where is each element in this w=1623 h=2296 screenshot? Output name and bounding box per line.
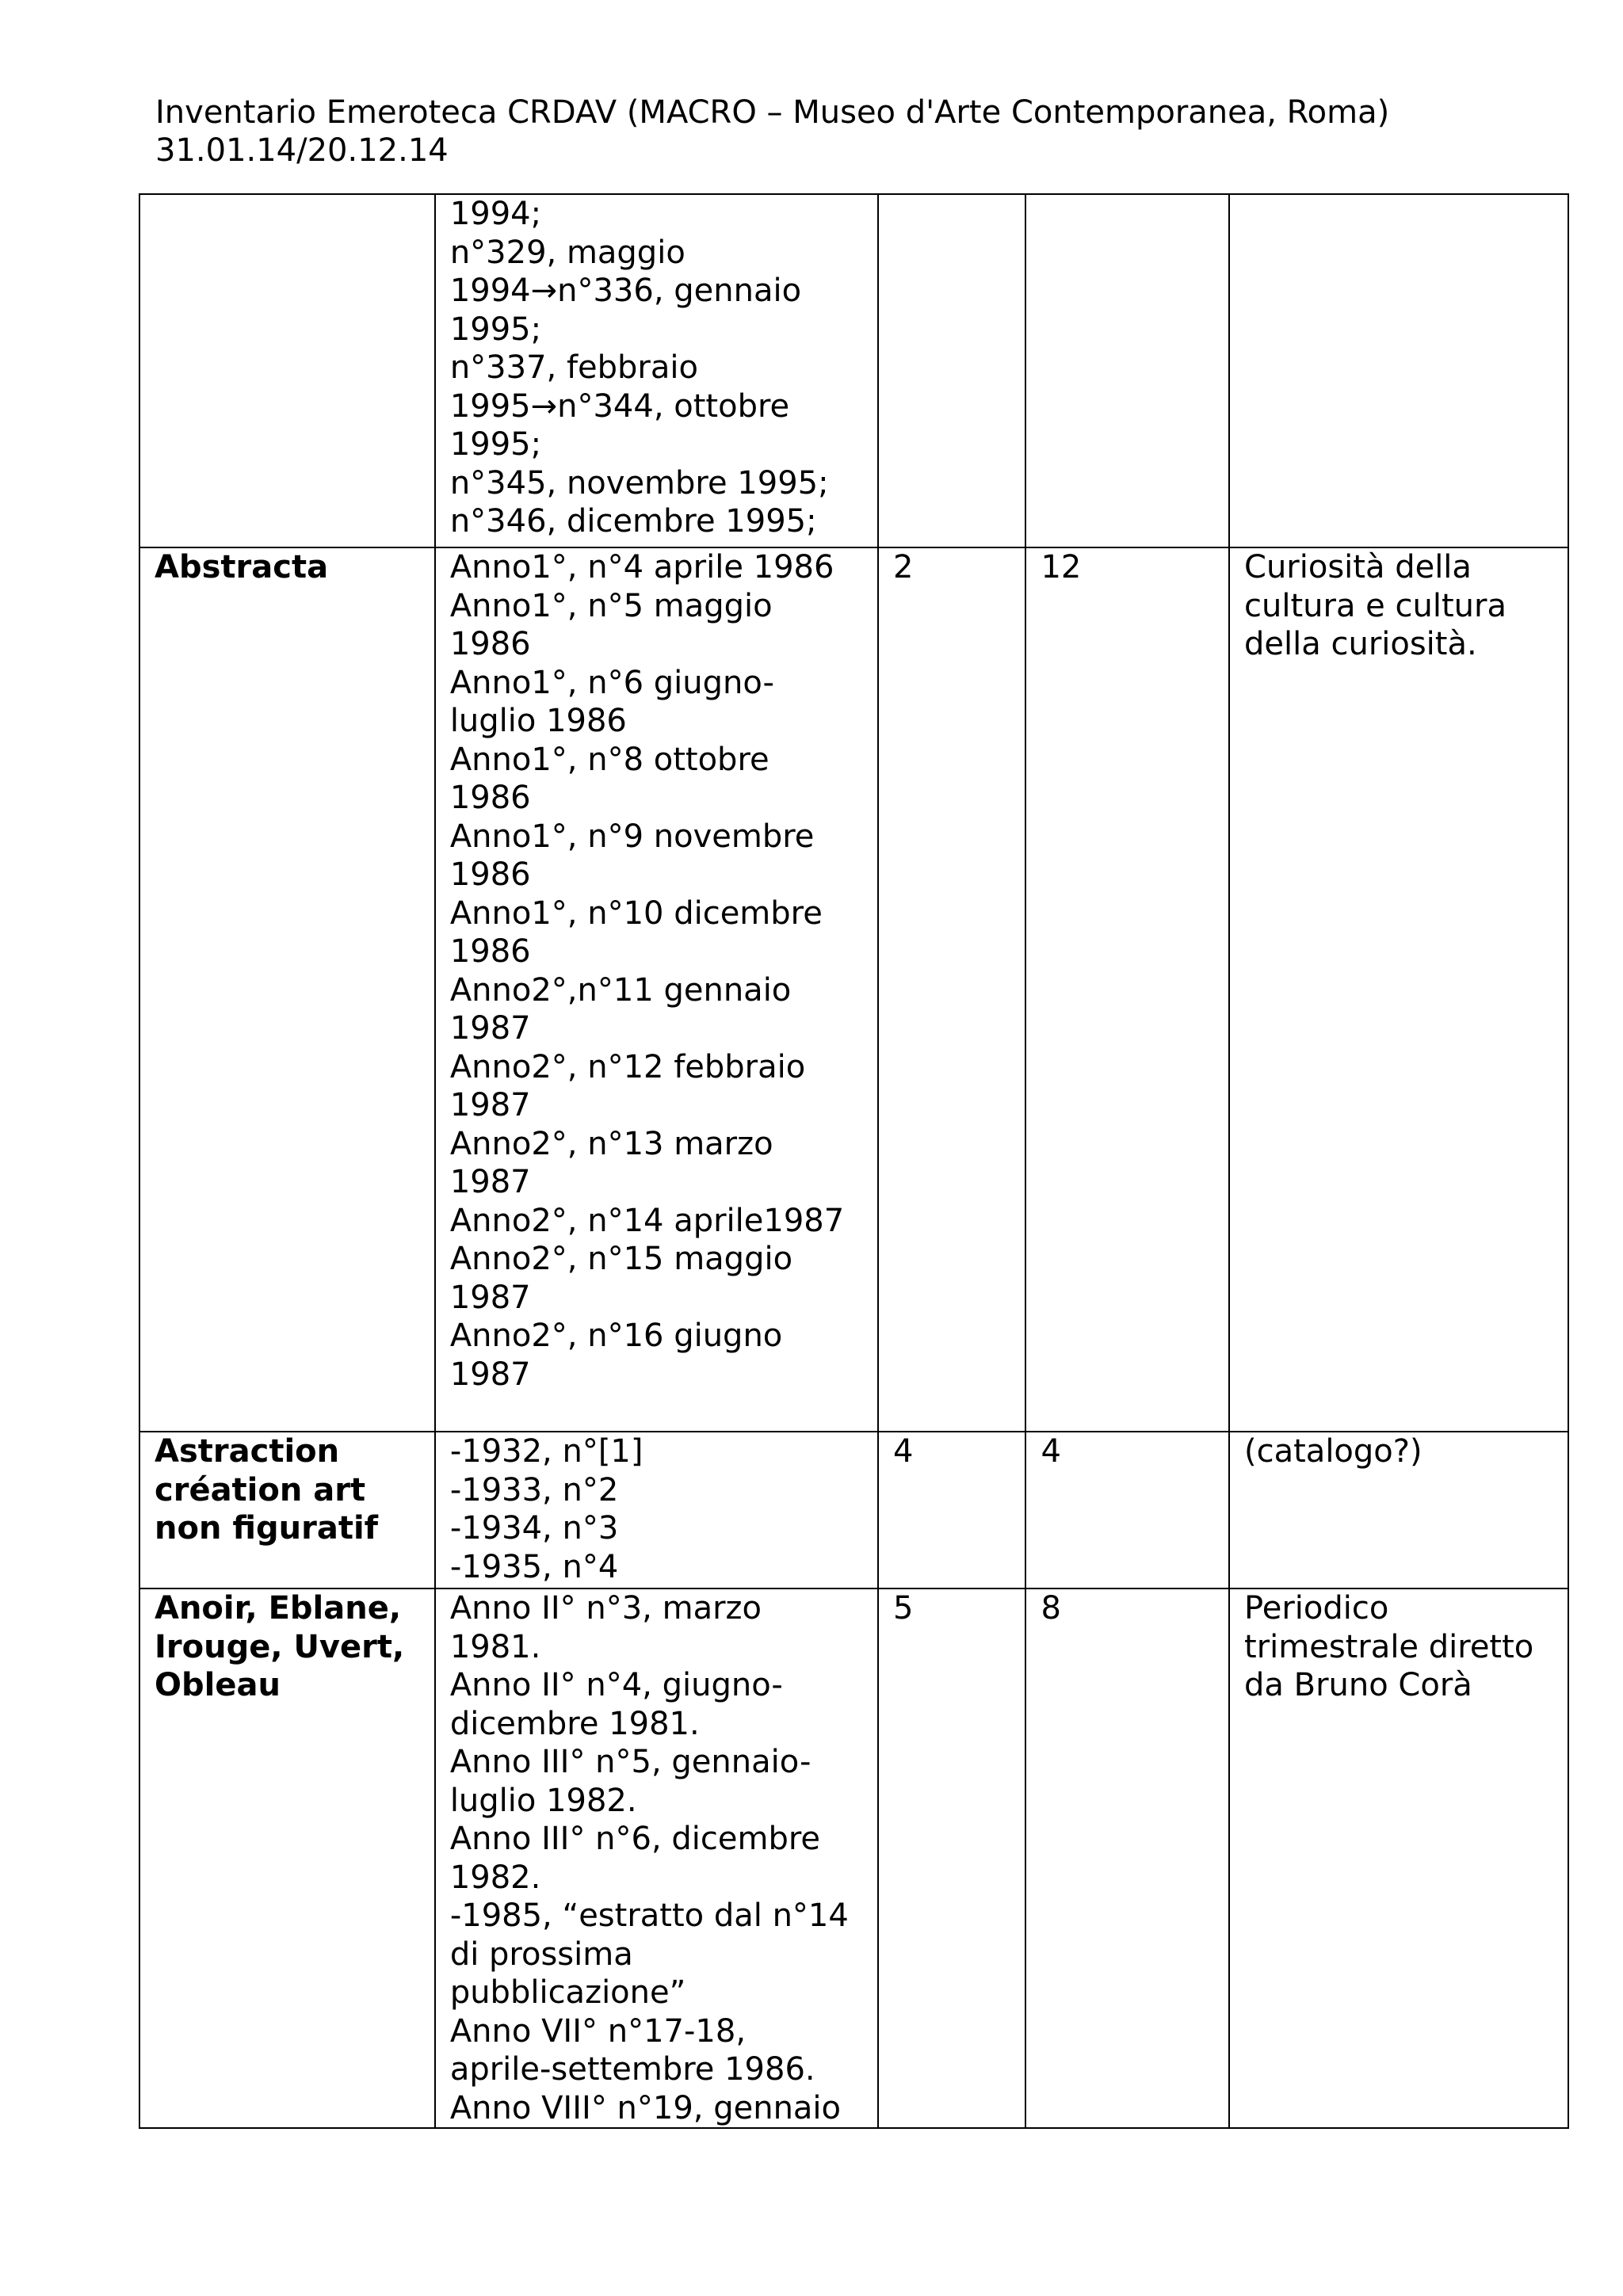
- header-title: Inventario Emeroteca CRDAV (MACRO – Museo d'Arte Contemporanea, Roma): [155, 94, 1390, 131]
- issues-cell: [435, 547, 878, 1432]
- issue-line: Anno II° n°3, marzo: [449, 1590, 762, 1627]
- quantity-cell: 12: [1025, 547, 1229, 1432]
- issue-line: -1934, n°3: [449, 1510, 619, 1547]
- quantity-cell: [1025, 194, 1229, 547]
- table-row: [139, 547, 1568, 1432]
- issue-line: Anno1°, n°8 ottobre: [449, 741, 769, 778]
- issue-line: n°345, novembre 1995;: [449, 464, 829, 502]
- inventory-table: [139, 193, 1569, 2129]
- issue-line: n°337, febbraio: [449, 349, 698, 386]
- issue-line: Anno2°, n°12 febbraio: [449, 1048, 806, 1085]
- issue-line: 1995→n°344, ottobre: [449, 387, 790, 425]
- issue-line: Anno2°,n°11 gennaio: [449, 971, 792, 1009]
- issue-line: Anno2°, n°13 marzo: [449, 1125, 773, 1162]
- issue-line: Anno VIII° n°19, gennaio: [449, 2089, 842, 2126]
- count-cell: 4: [878, 1432, 1025, 1589]
- issue-line: Anno VII° n°17-18,: [449, 2012, 747, 2050]
- periodical-title: [139, 194, 435, 547]
- issues-cell: [435, 1589, 878, 2128]
- issue-line: Anno1°, n°5 maggio: [449, 587, 773, 624]
- issue-line: 1986: [449, 626, 531, 662]
- issue-line: luglio 1986: [449, 703, 627, 739]
- issues-cell: [435, 194, 878, 547]
- issue-line: Anno1°, n°9 novembre: [449, 818, 815, 855]
- notes-cell: Curiosità della cultura e cultura della curiosità.: [1229, 547, 1568, 1432]
- issue-line: -1935, n°4: [449, 1548, 619, 1585]
- issue-line: n°346, dicembre 1995;: [449, 503, 817, 540]
- periodical-title: Astraction création art non figuratif: [139, 1432, 435, 1589]
- issue-line: Anno II° n°4, giugno-: [449, 1667, 783, 1703]
- issue-line: 1986: [449, 933, 531, 970]
- issue-line: -1932, n°[1]: [449, 1433, 643, 1470]
- table-row: [139, 1432, 1568, 1589]
- issue-line: Anno2°, n°14 aprile1987: [449, 1202, 845, 1239]
- issue-line: 1987: [449, 1279, 531, 1316]
- issue-line: 1994→n°336, gennaio: [449, 273, 802, 309]
- issue-line: -1985, “estratto dal n°14: [449, 1897, 849, 1934]
- periodical-title: Abstracta: [139, 547, 435, 1432]
- issue-line: Anno2°, n°16 giugno: [449, 1318, 783, 1354]
- notes-cell: Periodico trimestrale diretto da Bruno Corà: [1229, 1589, 1568, 2128]
- issue-line: 1995;: [449, 426, 542, 463]
- issue-line: 1987: [449, 1087, 531, 1123]
- issue-line: luglio 1982.: [449, 1782, 637, 1819]
- issue-line: -1933, n°2: [449, 1471, 619, 1508]
- issue-line: 1994;: [449, 196, 542, 232]
- issue-line: 1987: [449, 1010, 531, 1047]
- issue-line: di prossima: [449, 1936, 633, 1973]
- issue-line: Anno III° n°6, dicembre: [449, 1821, 821, 1857]
- issues-cell: [435, 1432, 878, 1589]
- issue-line: Anno III° n°5, gennaio-: [449, 1744, 812, 1780]
- notes-cell: [1229, 194, 1568, 547]
- issue-line: 1986: [449, 780, 531, 816]
- count-cell: 2: [878, 547, 1025, 1432]
- notes-cell: (catalogo?): [1229, 1432, 1568, 1589]
- count-cell: 5: [878, 1589, 1025, 2128]
- issue-line: pubblicazione”: [449, 1974, 686, 2011]
- issue-line: 1987: [449, 1164, 531, 1200]
- issue-line: n°329, maggio: [449, 234, 685, 271]
- header-dates: 31.01.14/20.12.14: [155, 132, 449, 169]
- issue-line: aprile-settembre 1986.: [449, 2051, 815, 2088]
- issue-line: Anno1°, n°4 aprile 1986: [449, 549, 834, 585]
- table-row: [139, 1589, 1568, 2128]
- page-header: [155, 93, 1389, 170]
- periodical-title: Anoir, Eblane, Irouge, Uvert, Obleau: [139, 1589, 435, 2128]
- issue-line: 1981.: [449, 1628, 541, 1665]
- issue-line: dicembre 1981.: [449, 1705, 700, 1742]
- issue-line: 1982.: [449, 1859, 541, 1896]
- inventory-rows: [139, 194, 1568, 2128]
- issue-line: Anno1°, n°10 dicembre: [449, 894, 823, 932]
- issue-line: Anno1°, n°6 giugno-: [449, 664, 774, 701]
- issue-line: 1986: [449, 856, 531, 893]
- issue-line: Anno2°, n°15 maggio: [449, 1241, 793, 1277]
- table-row: [139, 194, 1568, 547]
- count-cell: [878, 194, 1025, 547]
- issue-line: 1995;: [449, 311, 542, 348]
- quantity-cell: 8: [1025, 1589, 1229, 2128]
- quantity-cell: 4: [1025, 1432, 1229, 1589]
- issue-line: 1987: [449, 1356, 531, 1393]
